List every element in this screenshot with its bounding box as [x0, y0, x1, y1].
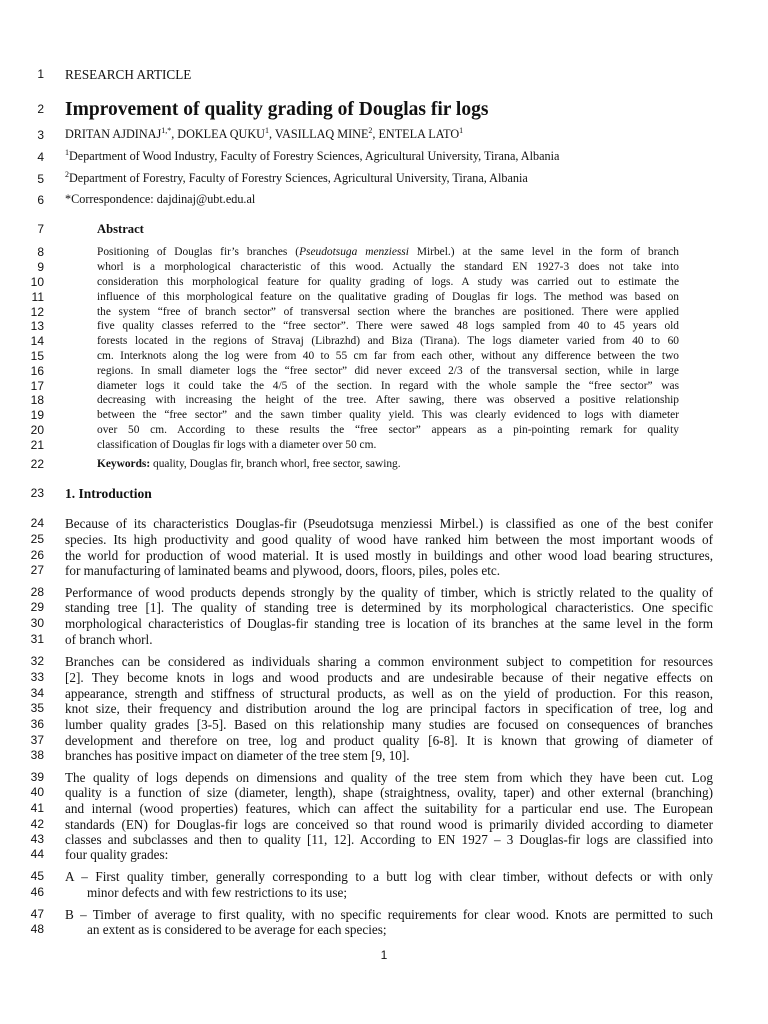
correspondence: *Correspondence: dajdinaj@ubt.edu.al [65, 192, 256, 206]
affiliation-2 [65, 171, 713, 186]
body-line: morphological characteristics of Douglas-fir standing tree is location of its branches at the same level in the form [65, 616, 713, 631]
line-number: 29 [30, 600, 44, 614]
abstract-line: whorl is a morphological characteristic of this wood. Actually the standard EN 1927-3 does not take into [97, 261, 679, 273]
abstract-line: over 50 cm. According to these results the “free sector” appears as a pin-pointing remark for quality [97, 424, 679, 436]
keywords [97, 457, 679, 472]
line-number: 18 [30, 393, 44, 407]
author-4-sup: 1 [459, 126, 464, 135]
body-line: standing tree [1]. The quality of standing tree is determined by its morphological characteristics. One specific [65, 600, 713, 615]
line-number: 38 [30, 748, 44, 762]
body-line: lumber quality grades [3-5]. Based on this relationship many studies are focused on consequences of branches [65, 717, 713, 732]
keywords-label: Keywords: [97, 458, 151, 470]
line-number: 26 [30, 548, 44, 562]
abstract-line: regions. In small diameter logs the “free sector” did never exceed 2/3 of the transversal section, while in large [97, 365, 679, 377]
body-line: an extent as is considered to be average for each species; [87, 922, 387, 937]
section-heading: 1. Introduction [65, 486, 152, 501]
abstract-line: cm. Interknots along the log were from 40 to 55 cm far from each other, without any difference between the two [97, 350, 679, 362]
line-number: 5 [37, 172, 44, 186]
line-number: 48 [30, 922, 44, 936]
line-number: 27 [30, 563, 44, 577]
line-number: 28 [30, 585, 44, 599]
line-number: 12 [30, 305, 44, 319]
affiliation-1-text: Department of Wood Industry, Faculty of Forestry Sciences, Agricultural University, Tirana, Albania [69, 149, 560, 163]
author-4: , ENTELA LATO [372, 127, 460, 141]
body-line: Branches can be considered as individuals sharing a common environment subject to competition for resources [65, 654, 713, 669]
body-line: and internal (wood properties) features, which can affect the suitability for a particular end use. The European [65, 801, 713, 816]
body-line: A – First quality timber, generally corresponding to a butt log with clear timber, without defects or with only [65, 869, 713, 884]
line-number: 23 [30, 486, 44, 500]
line-number: 1 [37, 67, 44, 81]
affiliation-2-text: Department of Forestry, Faculty of Forestry Sciences, Agricultural University, Tirana, Albania [69, 171, 528, 185]
line-number: 39 [30, 770, 44, 784]
abstract-line: forests located in the regions of Stravaj (Librazhd) and Biza (Tirana). The logs diameter varied from 40 to 60 [97, 335, 679, 347]
body-line: species. Its high productivity and good quality of wood have ranked him between the most important woods of [65, 532, 713, 547]
line-number: 43 [30, 832, 44, 846]
line-number: 46 [30, 885, 44, 899]
line-number: 7 [37, 222, 44, 236]
line-number: 34 [30, 686, 44, 700]
body-line: minor defects and with few restrictions to its use; [87, 885, 348, 900]
paper-title: Improvement of quality grading of Douglas fir logs [65, 99, 489, 120]
line-number: 15 [30, 349, 44, 363]
line-number: 9 [37, 260, 44, 274]
line-number: 14 [30, 334, 44, 348]
body-line: knot size, their frequency and distribution around the log are principal factors in specification of tree, log and [65, 701, 713, 716]
line-number: 24 [30, 516, 44, 530]
line-number: 19 [30, 408, 44, 422]
line-number: 32 [30, 654, 44, 668]
author-1-sup: 1,* [161, 126, 172, 135]
line-number: 2 [37, 102, 44, 116]
line-number: 41 [30, 801, 44, 815]
abstract-line: five quality classes referred to the “free sector”. There were sawed 48 logs sampled from 40 to 45 years old [97, 320, 679, 332]
line-number: 25 [30, 532, 44, 546]
body-line: standards (EN) for Douglas-fir logs are conceived so that round wood is primarily divided according to diameter [65, 817, 713, 832]
affiliation-1 [65, 149, 713, 164]
page-number: 1 [380, 948, 388, 962]
line-number: 3 [37, 128, 44, 142]
abstract-line: decreasing with increasing the height of the tree. After sawing, there was observed a positive relationship [97, 394, 679, 406]
line-number: 36 [30, 717, 44, 731]
body-line: Because of its characteristics Douglas-fir (Pseudotsuga menziessi Mirbel.) is classified as one of the best conifer [65, 516, 713, 531]
body-line: four quality grades: [65, 847, 169, 862]
abstract-line: influence of this morphological feature on the qualitative grading of Douglas fir logs. The method was based on [97, 291, 679, 303]
species-name: Pseudotsuga menziessi [299, 246, 409, 258]
author-3: , VASILLAQ MINE [268, 127, 369, 141]
line-number: 22 [30, 457, 44, 471]
line-number: 11 [31, 290, 44, 304]
body-line: The quality of logs depends on dimensions and quality of the tree stem from which they have been cut. Log [65, 770, 713, 785]
abstract-line: diameter logs it could take the 4/5 of the section. In regard with the whole sample the “free sector” was [97, 380, 679, 392]
affiliation-2-sup: 2 [65, 170, 69, 179]
abstract-text: Mirbel.) at the same level in the form of branch [408, 246, 680, 258]
body-line: branches has positive impact on diameter of the tree stem [9, 10]. [65, 748, 410, 763]
line-number: 40 [30, 785, 44, 799]
line-number: 37 [30, 733, 44, 747]
abstract-line: between the “free sector” and the sawn timber quality yield. This was clearly evidenced to logs with diameter [97, 409, 679, 421]
line-number: 45 [30, 869, 44, 883]
body-line: quality is a function of size (diameter, length), shape (straightness, ovality, taper) and other external (branching) [65, 785, 713, 800]
line-number: 21 [30, 438, 44, 452]
author-2-sup: 1 [264, 126, 269, 135]
line-number: 4 [37, 150, 44, 164]
abstract-heading: Abstract [97, 222, 144, 236]
line-number: 13 [30, 319, 44, 333]
body-line: [2]. They become knots in logs and wood products and are undesirable because of their negative effects on [65, 670, 713, 685]
abstract-line [97, 245, 679, 260]
body-line: development and therefore on tree, log and product quality [6-8]. It is known that growing of diameter of [65, 733, 713, 748]
affiliation-1-sup: 1 [65, 148, 69, 157]
line-number: 30 [30, 616, 44, 630]
body-line: the world for production of wood material. It is used mostly in buildings and other wood load bearing structures, [65, 548, 713, 563]
article-type: RESEARCH ARTICLE [65, 67, 192, 82]
body-line: appearance, strength and stiffness of structural products, as well as on the yield of production. For this reason, [65, 686, 713, 701]
author-2: , DOKLEA QUKU [171, 127, 265, 141]
body-line: B – Timber of average to first quality, with no specific requirements for clear wood. Knots are permitted to such [65, 907, 713, 922]
body-line: of branch whorl. [65, 632, 153, 647]
line-number: 8 [37, 245, 44, 259]
line-number: 44 [30, 847, 44, 861]
abstract-line: the system “free of branch sector” of transversal section where the branches are positioned. There were applied [97, 306, 679, 318]
keywords-text: quality, Douglas fir, branch whorl, free sector, sawing. [150, 458, 401, 470]
line-number: 10 [30, 275, 44, 289]
line-number: 47 [30, 907, 44, 921]
author-3-sup: 2 [368, 126, 373, 135]
abstract-line: classification of Douglas fir logs with a diameter over 50 cm. [97, 439, 377, 451]
line-number: 31 [30, 632, 44, 646]
body-line: for manufacturing of laminated beams and plywood, doors, floors, piles, poles etc. [65, 563, 501, 578]
line-number: 17 [30, 379, 44, 393]
author-1: DRITAN AJDINAJ [65, 127, 162, 141]
body-line: classes and subclasses and then to quality [11, 12]. According to EN 1927 – 3 Douglas-fir logs are classified into [65, 832, 713, 847]
line-number: 33 [30, 670, 44, 684]
line-number: 16 [30, 364, 44, 378]
author-list [65, 127, 713, 142]
line-number: 6 [37, 193, 44, 207]
line-number: 42 [30, 817, 44, 831]
abstract-text: Positioning of Douglas fir’s branches ( [97, 246, 300, 258]
line-number: 35 [30, 701, 44, 715]
body-line: Performance of wood products depends strongly by the quality of timber, which is strictly related to the quality of [65, 585, 713, 600]
line-number: 20 [30, 423, 44, 437]
abstract-line: consideration this morphological feature for quality grading of logs. A study was carried out to estimate the [97, 276, 679, 288]
